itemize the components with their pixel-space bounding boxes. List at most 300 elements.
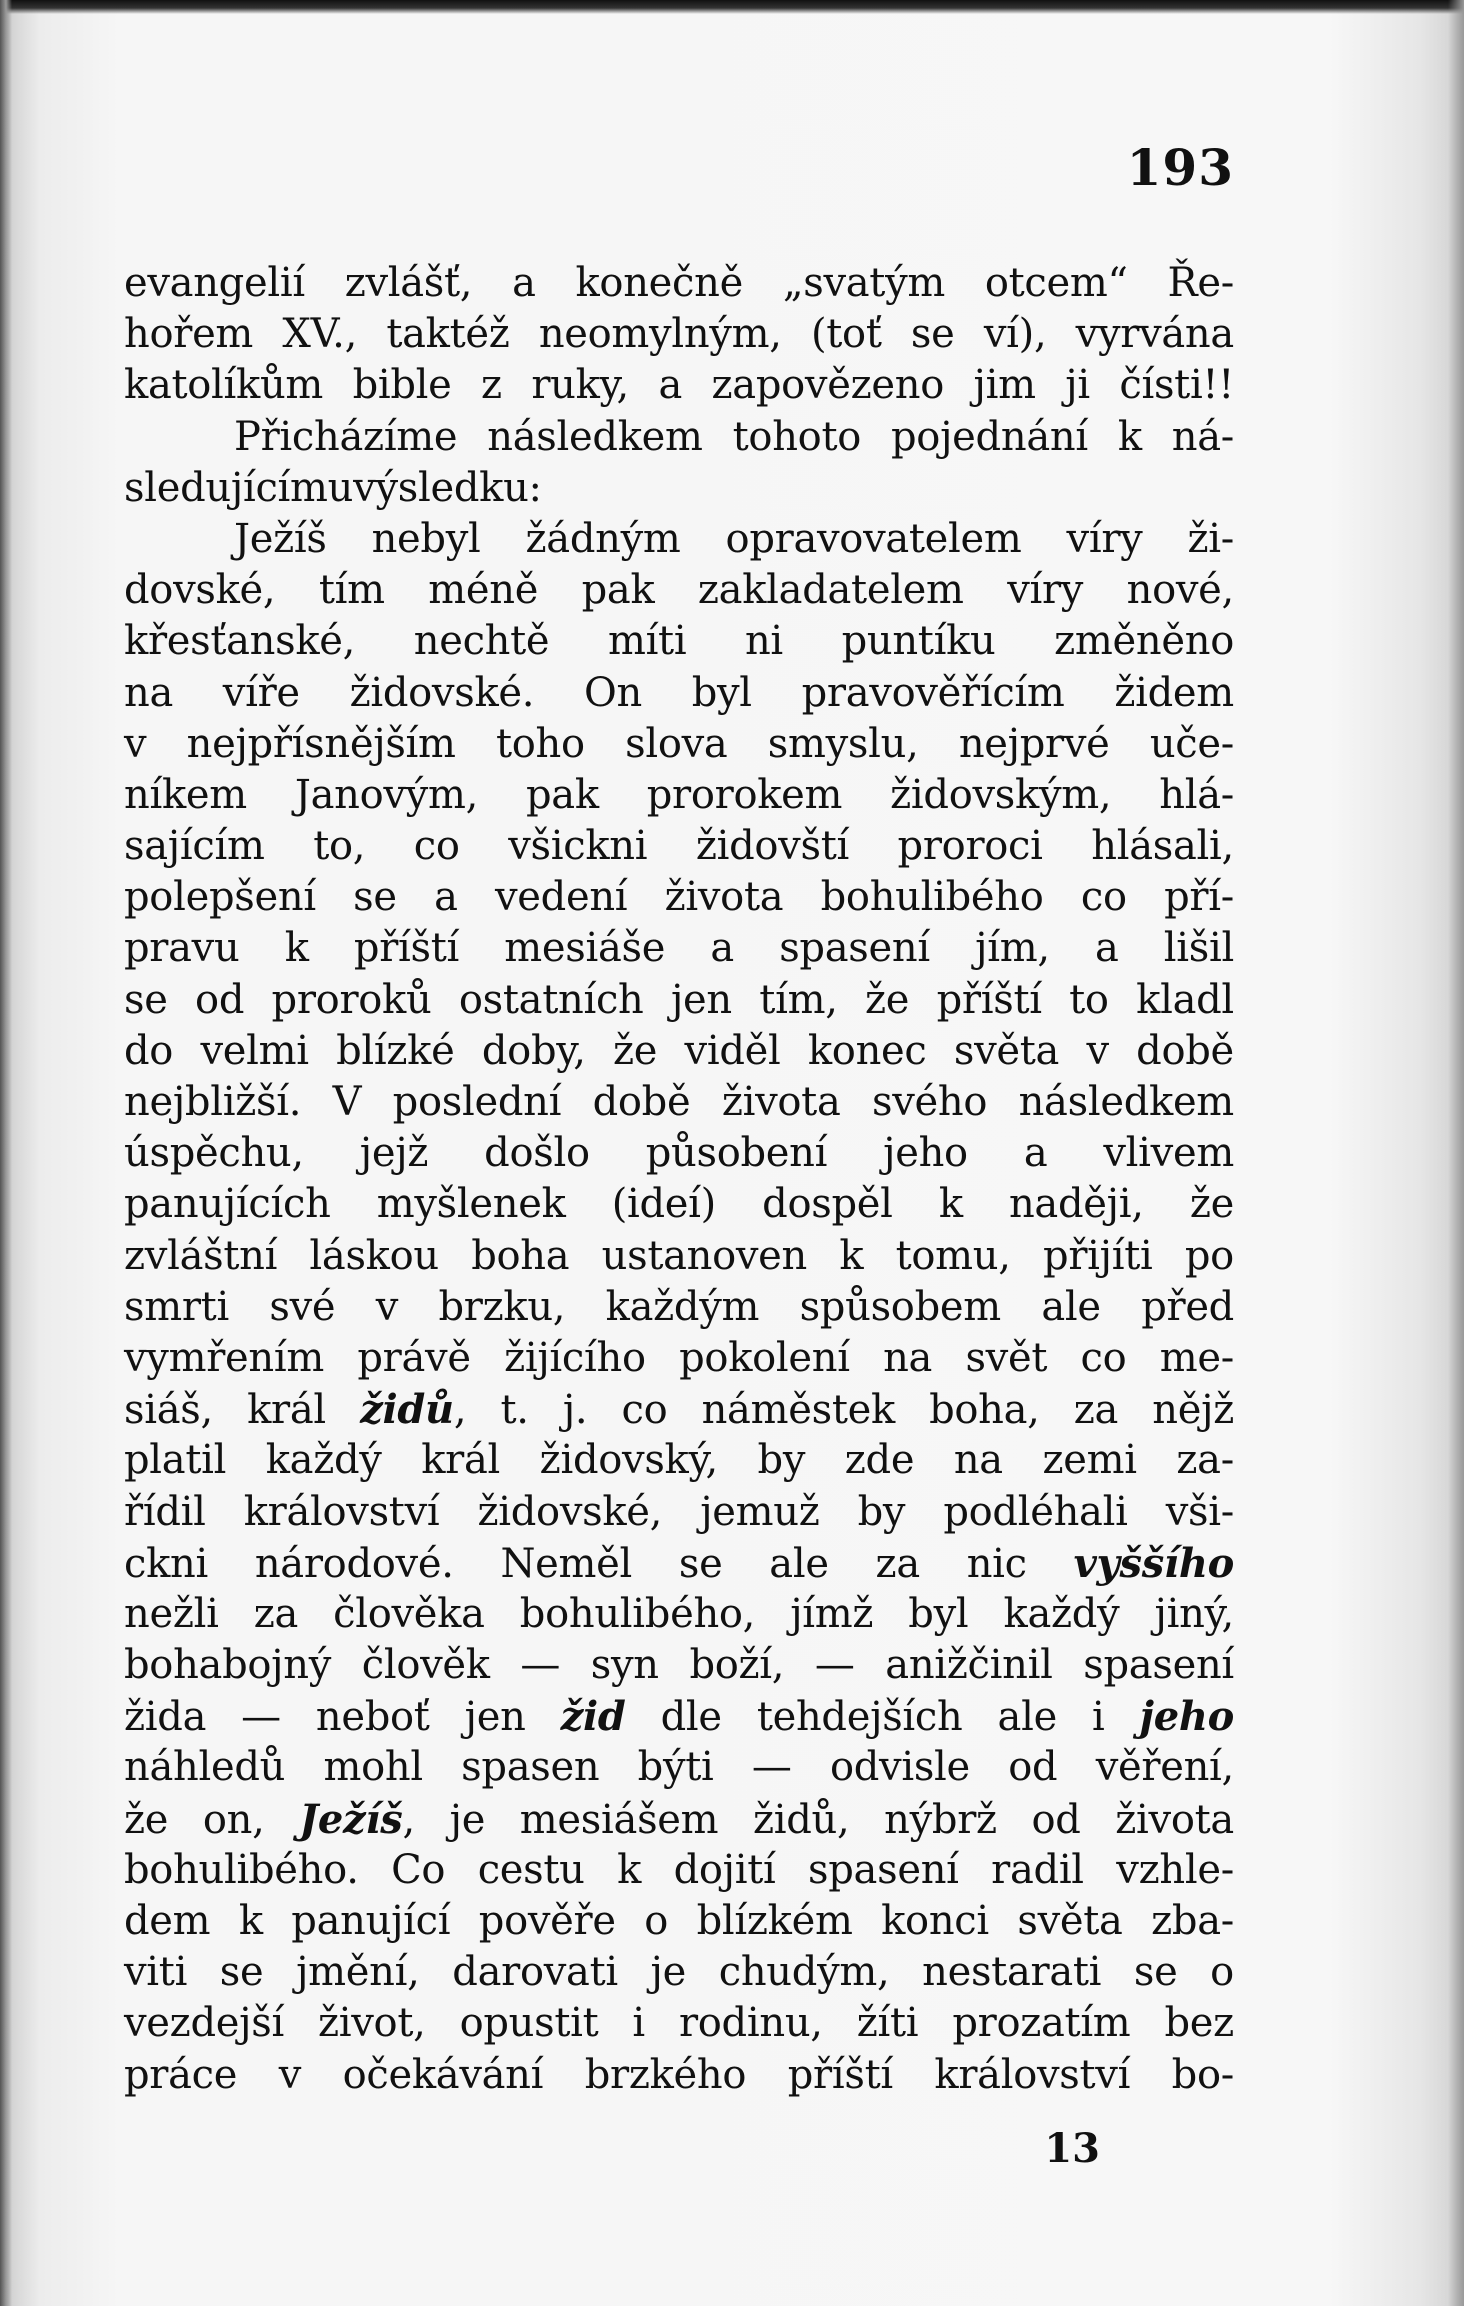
word: býti [637, 1744, 714, 1791]
word: t. [500, 1387, 529, 1434]
word: boha [471, 1232, 570, 1279]
word: nýbrž [884, 1796, 997, 1843]
scan-top-border [0, 0, 1464, 14]
text-line [124, 1386, 1234, 1437]
word: ale [997, 1694, 1057, 1741]
word: židovským, [890, 771, 1112, 818]
word: spasení [779, 925, 930, 972]
word: jemuž [700, 1488, 820, 1535]
word: ustanoven [601, 1232, 808, 1279]
word: vedení [494, 874, 628, 921]
word: před [1141, 1283, 1234, 1330]
word: všickni [508, 823, 648, 870]
word: méně [428, 567, 539, 614]
word: došlo [484, 1130, 590, 1177]
word: nežli [124, 1590, 219, 1637]
word: to [1069, 976, 1109, 1023]
text-line [124, 772, 1234, 823]
text-line [124, 1642, 1234, 1693]
word: jím, [975, 925, 1050, 972]
word: Ježíš [234, 515, 327, 562]
word: bohabojný [124, 1642, 332, 1689]
word: výsledku: [353, 464, 542, 511]
word: platil [124, 1437, 227, 1484]
word: brzku, [438, 1283, 566, 1330]
word: následkem [1018, 1079, 1234, 1125]
word: tomu, [895, 1232, 1011, 1279]
text-line [124, 414, 1234, 465]
word: za [253, 1590, 299, 1637]
text-line [124, 1693, 1234, 1744]
word: že [613, 1027, 658, 1074]
word: mesiáše [504, 925, 666, 972]
word: jeho [1139, 1693, 1234, 1741]
text-line [124, 1898, 1234, 1949]
word: brzkého [584, 2051, 747, 2098]
scan-right-edge [1448, 0, 1464, 2306]
word: míti [607, 618, 687, 665]
word: člověka [333, 1590, 485, 1637]
text-line [124, 1489, 1234, 1540]
word: je [650, 1949, 687, 1996]
word: spůsobem [799, 1283, 1001, 1330]
text-line [124, 721, 1234, 772]
word: dospěl [762, 1181, 893, 1228]
word: právě [357, 1334, 471, 1381]
word: co [1080, 874, 1127, 921]
word: jen [464, 1694, 526, 1741]
word: boha, [929, 1387, 1040, 1434]
word: židovský, [539, 1437, 718, 1484]
text-line [124, 1437, 1234, 1488]
word: vyrvána [1075, 311, 1234, 358]
word: úspěchu, [124, 1130, 304, 1177]
text-line [124, 260, 1234, 311]
word: světa [953, 1027, 1060, 1074]
word: národové. [254, 1540, 454, 1587]
word: a [1023, 1130, 1048, 1177]
word: cestu [477, 1846, 585, 1893]
word: života [1115, 1796, 1234, 1843]
word: chudým, [718, 1949, 890, 1996]
word: příští [787, 2051, 893, 2098]
word: království [934, 2051, 1131, 2098]
text-line [124, 1591, 1234, 1642]
word: příští [936, 976, 1042, 1023]
word: vyššího [1073, 1539, 1234, 1587]
word: proroků [271, 976, 432, 1023]
word: viděl [684, 1027, 781, 1074]
text-line [124, 925, 1234, 976]
word: konci [881, 1898, 989, 1944]
word: nechtě [413, 618, 550, 665]
word: pokolení [679, 1334, 850, 1381]
word: nebyl [371, 515, 481, 562]
word: kladl [1136, 976, 1234, 1023]
text-line [124, 1079, 1234, 1130]
word: On [583, 669, 642, 716]
word: dle [660, 1694, 722, 1741]
word: smyslu, [767, 720, 919, 767]
word: co [621, 1387, 668, 1434]
word: byl [908, 1590, 969, 1637]
word: bohulibého. [124, 1846, 359, 1893]
word: života [664, 874, 784, 921]
word: pak [581, 567, 655, 614]
word: k [238, 1898, 263, 1944]
word: jímž [790, 1590, 874, 1637]
word: pověře [478, 1898, 616, 1944]
word: sajícím [124, 823, 265, 870]
word: se [910, 311, 955, 358]
word: působení [645, 1130, 828, 1177]
word: každým [605, 1283, 760, 1330]
word: za [875, 1540, 920, 1587]
word: Přicházíme [234, 413, 458, 460]
word: jen [670, 976, 732, 1023]
text-line [124, 618, 1234, 669]
word: žádným [525, 515, 681, 562]
word: opustit [459, 2000, 599, 2047]
word: nejprvé [958, 720, 1110, 767]
word: žijícího [504, 1334, 646, 1381]
word: radil [991, 1846, 1084, 1893]
word: boží, [689, 1642, 785, 1689]
text-line [124, 1796, 1234, 1847]
word: jmění, [296, 1949, 420, 1996]
word: — [241, 1694, 281, 1741]
word: se [219, 1949, 264, 1996]
word: hlásali, [1091, 823, 1234, 870]
word: sledujícímu [124, 464, 354, 511]
word: pří- [1164, 874, 1234, 921]
word: on, [202, 1796, 265, 1843]
word: Ježíš, [299, 1795, 415, 1843]
word: otcem“ [984, 260, 1128, 306]
word: XV., [282, 311, 357, 358]
word: jejž [359, 1130, 429, 1177]
word: panující [291, 1898, 451, 1944]
word: řídil [124, 1488, 206, 1535]
word: myšlenek [376, 1181, 566, 1228]
word: pojednání [890, 413, 1088, 460]
word: se [353, 874, 397, 921]
word: i [1091, 1694, 1105, 1741]
word: smrti [124, 1283, 229, 1330]
word: zde [844, 1437, 915, 1484]
word: konec [807, 1027, 927, 1074]
word: bohulibého, [519, 1590, 756, 1637]
word: dojití [673, 1846, 776, 1893]
word: židů, [360, 1386, 467, 1434]
word: nestarati [922, 1949, 1102, 1996]
word: to, [313, 823, 366, 870]
word: a [512, 260, 536, 306]
word: době [1136, 1027, 1234, 1074]
word: tehdejších [756, 1694, 963, 1741]
word: spasen [461, 1744, 600, 1791]
word: nic [966, 1540, 1027, 1587]
word: odvisle [829, 1744, 970, 1791]
word: věření, [1095, 1744, 1234, 1791]
word: syn [590, 1642, 659, 1689]
word: každý [1003, 1590, 1120, 1637]
word: náhledů [124, 1744, 286, 1791]
word: židů, [752, 1796, 850, 1843]
word: prorokem [646, 771, 843, 818]
word: království [243, 1488, 440, 1535]
word: viti [124, 1949, 188, 1996]
word: (toť [810, 311, 882, 358]
word: spasení [1083, 1642, 1234, 1689]
word: tohoto [732, 413, 861, 460]
word: konečně [575, 260, 743, 306]
word: žid [560, 1693, 626, 1741]
text-line [124, 1028, 1234, 1079]
word: svého [871, 1079, 988, 1125]
word: víry [1007, 567, 1084, 614]
word: láskou [309, 1232, 439, 1279]
word: o [1210, 1949, 1234, 1996]
word: ná- [1171, 413, 1234, 460]
word: života [721, 1079, 841, 1125]
word: nejpřísnějším [186, 720, 456, 767]
word: život, [317, 2000, 426, 2047]
word: král [421, 1437, 501, 1484]
word: bez [1164, 2000, 1234, 2047]
word: podléhali [943, 1488, 1128, 1535]
word: žida [124, 1694, 207, 1741]
word: a [1094, 925, 1119, 972]
word: na [953, 1437, 1003, 1484]
page-number: 193 [1126, 138, 1234, 197]
word: ale [769, 1540, 829, 1587]
word: mohl [323, 1744, 423, 1791]
word: z [481, 362, 502, 409]
word: doby, [481, 1027, 586, 1074]
word: k [284, 925, 309, 972]
word: přijíti [1043, 1232, 1153, 1279]
word: puntíku [841, 618, 996, 665]
word: příští [353, 925, 460, 972]
word: darovati [452, 1949, 618, 1996]
word: — [814, 1642, 855, 1689]
word: světa [1017, 1898, 1123, 1944]
word: židovské. [349, 669, 535, 716]
word: židovští [695, 823, 849, 870]
word: by [857, 1488, 906, 1535]
text-line [124, 670, 1234, 721]
word: o [644, 1898, 669, 1944]
word: víře [222, 669, 300, 716]
word: hořem [124, 311, 254, 358]
text-line [124, 1847, 1234, 1898]
word: se [124, 976, 168, 1023]
word: v [1086, 1027, 1109, 1074]
word: za- [1176, 1437, 1234, 1484]
word: pravověřícím [801, 669, 1065, 716]
word: co [413, 823, 460, 870]
word: co [1080, 1334, 1127, 1381]
word: jeho [883, 1130, 968, 1177]
word: níkem [124, 771, 247, 818]
word: do [124, 1027, 174, 1074]
word: toho [495, 720, 585, 767]
word: ži- [1187, 515, 1234, 562]
text-line [124, 362, 1234, 413]
word: mesiášem [519, 1796, 719, 1843]
word: spasení [808, 1846, 959, 1893]
word: taktéž [386, 311, 510, 358]
word: době [592, 1079, 691, 1125]
word: se [678, 1540, 723, 1587]
word: anižčinil [885, 1642, 1053, 1689]
word: rodinu, [678, 2000, 823, 2047]
word: zapovězeno [711, 362, 944, 409]
word: pak [525, 771, 599, 818]
word: král [247, 1387, 326, 1434]
text-line [124, 465, 1234, 516]
word: čísti!! [1119, 362, 1234, 409]
word: tím, [759, 976, 838, 1023]
word: lišil [1163, 925, 1234, 972]
word: nějž [1152, 1387, 1234, 1434]
word: bohulibého [820, 874, 1044, 921]
word: zvlášť, [344, 260, 473, 306]
word: slova [625, 720, 728, 767]
text-line [124, 1335, 1234, 1386]
word: dem [124, 1898, 211, 1944]
word: a [434, 874, 458, 921]
word: „svatým [782, 260, 946, 306]
word: k [1117, 413, 1142, 460]
word: me- [1159, 1334, 1234, 1381]
word: siáš, [124, 1387, 213, 1434]
text-line [124, 311, 1234, 362]
word: a [658, 362, 683, 409]
word: (ideí) [611, 1181, 716, 1228]
word: že [124, 1796, 169, 1843]
scan-left-edge [0, 0, 12, 2306]
text-line [124, 977, 1234, 1028]
word: velmi [200, 1027, 309, 1074]
word: jiný, [1154, 1590, 1234, 1637]
word: opravovatelem [725, 515, 1022, 562]
word: k [839, 1232, 864, 1279]
text-line [124, 1540, 1234, 1591]
text-line [124, 1284, 1234, 1335]
word: následkem [487, 413, 703, 460]
word: v [278, 2051, 302, 2098]
word: Ře- [1167, 260, 1234, 306]
word: blízké [336, 1027, 455, 1074]
word: v [375, 1283, 399, 1330]
text-line [124, 874, 1234, 925]
word: polepšení [124, 874, 316, 921]
word: j. [562, 1387, 588, 1434]
word: a [710, 925, 734, 972]
word: poslední [392, 1079, 562, 1125]
word: náměstek [701, 1387, 895, 1434]
word: neboť [315, 1694, 430, 1741]
word: každý [265, 1437, 382, 1484]
word: nové, [1126, 567, 1234, 614]
word: v [124, 720, 147, 767]
word: člověk [361, 1642, 490, 1689]
word: vymřením [124, 1334, 325, 1381]
word: by [757, 1437, 806, 1484]
word: ni [744, 618, 783, 665]
word: je [449, 1796, 486, 1843]
word: bible [352, 362, 452, 409]
word: Janovým, [294, 771, 479, 818]
text-line [124, 1949, 1234, 2000]
word: evangelií [124, 260, 305, 306]
word: víry [1066, 515, 1143, 562]
word: práce [124, 2051, 238, 2098]
word: naději, [1008, 1181, 1144, 1228]
word: pravu [124, 925, 240, 972]
word: ví), [983, 311, 1047, 358]
word: od [1031, 1796, 1081, 1843]
word: zakladatelem [697, 567, 964, 614]
word: — [520, 1642, 561, 1689]
word: zba- [1151, 1898, 1234, 1944]
word: za [1073, 1387, 1119, 1434]
text-line [124, 1233, 1234, 1284]
word: uče- [1149, 720, 1234, 767]
word: že [865, 976, 910, 1023]
word: neomylným, [538, 311, 782, 358]
word: V [332, 1079, 362, 1125]
word: tím [318, 567, 385, 614]
word: očekávání [342, 2051, 544, 2098]
word: vši- [1165, 1488, 1234, 1535]
word: po [1184, 1232, 1234, 1279]
word: že [1189, 1181, 1234, 1228]
word: svět [965, 1334, 1048, 1381]
word: ale [1041, 1283, 1101, 1330]
word: blízkém [696, 1898, 853, 1944]
word: hlá- [1159, 771, 1234, 818]
word: ckni [124, 1540, 208, 1587]
word: žíti [856, 2000, 919, 2047]
word: své [269, 1283, 336, 1330]
word: Co [391, 1846, 446, 1893]
word: zemi [1042, 1437, 1137, 1484]
text-line [124, 1181, 1234, 1232]
text-line [124, 823, 1234, 874]
word: nejbližší. [124, 1079, 302, 1125]
word: k [617, 1846, 642, 1893]
text-line [124, 567, 1234, 618]
word: na [124, 669, 174, 716]
word: ruky, [531, 362, 629, 409]
signature-mark: 13 [1044, 2125, 1100, 2172]
text-line [124, 1744, 1234, 1795]
word: vzhle- [1116, 1846, 1234, 1893]
word: bo- [1171, 2051, 1234, 2098]
word: na [883, 1334, 933, 1381]
word: od [1008, 1744, 1058, 1791]
word: panujících [124, 1181, 331, 1228]
word: ji [1065, 362, 1090, 409]
word: proroci [897, 823, 1043, 870]
word: k [938, 1181, 963, 1228]
word: Neměl [500, 1540, 633, 1587]
text-line [124, 2052, 1234, 2103]
word: židovské, [477, 1488, 663, 1535]
